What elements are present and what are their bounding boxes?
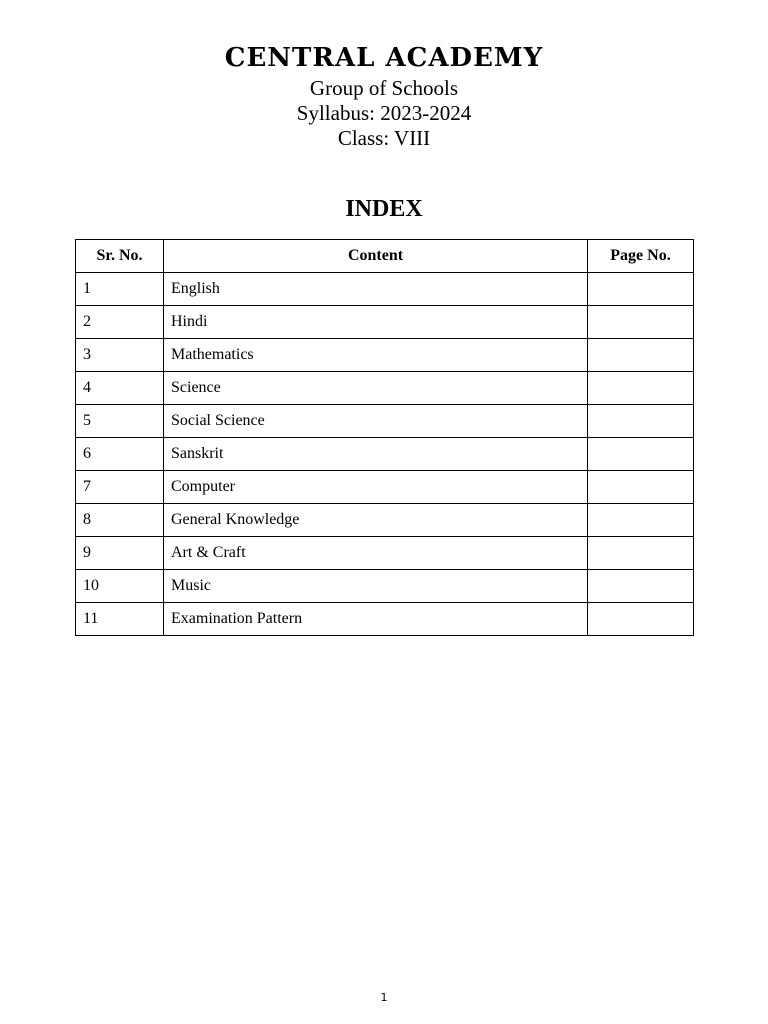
page-no-cell (588, 603, 694, 636)
page-no-cell (588, 273, 694, 306)
page-no-cell (588, 471, 694, 504)
sr-no-cell: 2 (76, 306, 164, 339)
school-name: CENTRAL ACADEMY (224, 43, 544, 73)
table-row (76, 438, 694, 471)
table-row (76, 273, 694, 306)
class-label: Class: VIII (337, 126, 431, 150)
document-header (0, 40, 768, 151)
page-no-cell (588, 504, 694, 537)
content-cell: Computer (164, 471, 588, 504)
content-cell: Mathematics (164, 339, 588, 372)
school-subtitle: Group of Schools (309, 76, 459, 100)
sr-no-cell: 9 (76, 537, 164, 570)
table-header-row (76, 240, 694, 273)
page-no-cell (588, 438, 694, 471)
content-cell: Art & Craft (164, 537, 588, 570)
column-header-page-no: Page No. (588, 240, 694, 273)
page-no-cell (588, 405, 694, 438)
sr-no-cell: 11 (76, 603, 164, 636)
content-cell: Hindi (164, 306, 588, 339)
table-row (76, 471, 694, 504)
index-title: INDEX (345, 196, 423, 222)
table-row (76, 570, 694, 603)
table-row (76, 372, 694, 405)
sr-no-cell: 3 (76, 339, 164, 372)
table-row (76, 504, 694, 537)
table-row (76, 306, 694, 339)
index-table (75, 239, 694, 636)
content-cell: Science (164, 372, 588, 405)
syllabus-year: Syllabus: 2023-2024 (296, 101, 472, 125)
page-no-cell (588, 372, 694, 405)
sr-no-cell: 10 (76, 570, 164, 603)
content-cell: Examination Pattern (164, 603, 588, 636)
table-row (76, 339, 694, 372)
content-cell: Music (164, 570, 588, 603)
table-row (76, 405, 694, 438)
content-cell: English (164, 273, 588, 306)
content-cell: Sanskrit (164, 438, 588, 471)
page-number: 1 (380, 991, 388, 1004)
sr-no-cell: 6 (76, 438, 164, 471)
page-no-cell (588, 570, 694, 603)
page-no-cell (588, 339, 694, 372)
sr-no-cell: 4 (76, 372, 164, 405)
sr-no-cell: 5 (76, 405, 164, 438)
table-row (76, 537, 694, 570)
content-cell: General Knowledge (164, 504, 588, 537)
page-no-cell (588, 537, 694, 570)
table-row (76, 603, 694, 636)
content-cell: Social Science (164, 405, 588, 438)
page-no-cell (588, 306, 694, 339)
sr-no-cell: 1 (76, 273, 164, 306)
sr-no-cell: 8 (76, 504, 164, 537)
sr-no-cell: 7 (76, 471, 164, 504)
column-header-sr-no: Sr. No. (76, 240, 164, 273)
column-header-content: Content (164, 240, 588, 273)
